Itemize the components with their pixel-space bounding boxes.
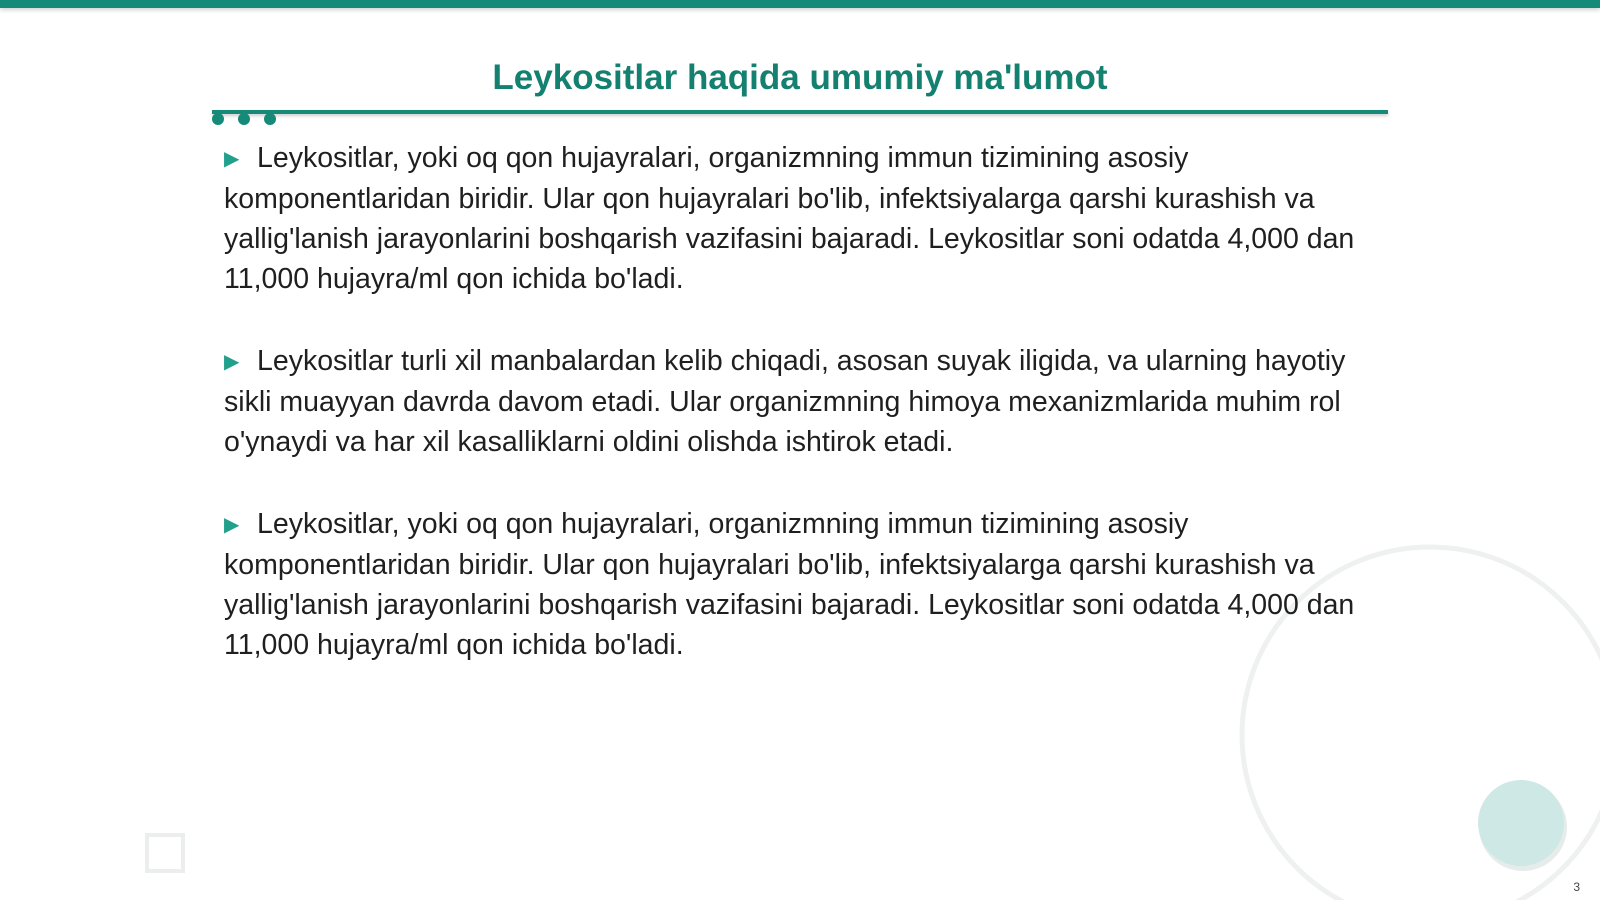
- bullet-paragraph: [224, 138, 1374, 299]
- slide-title: Leykositlar haqida umumiy ma'lumot: [492, 58, 1108, 97]
- paragraph-text: Leykositlar, yoki oq qon hujayralari, organizmning immun tizimining asosiy komponentlaridan biridir. Ular qon hujayralari bo'lib, infektsiyalarga qarshi kurashish va yallig'lanish jarayonlarini boshqarish vazifasini bajaradi. Leykositlar soni odatda 4,000 dan 11,000 hujayra/ml qon ichida bo'ladi.: [224, 508, 1355, 661]
- paragraph-text: Leykositlar turli xil manbalardan kelib chiqadi, asosan suyak iligida, va ularning hayotiy sikli muayyan davrda davom etadi. Ular organizmning himoya mexanizmlarida muhim rol o'ynaydi va har xil kasalliklarni oldini olishda ishtirok etadi.: [224, 345, 1346, 458]
- title-underline: [212, 110, 1388, 114]
- bullet-paragraph: [224, 341, 1374, 462]
- bullet-list: [224, 138, 1374, 707]
- triangle-right-icon: ▶: [224, 514, 240, 536]
- dot-icon: [238, 113, 250, 125]
- paragraph-text: Leykositlar, yoki oq qon hujayralari, organizmning immun tizimining asosiy komponentlaridan biridir. Ular qon hujayralari bo'lib, infektsiyalarga qarshi kurashish va yallig'lanish jarayonlarini boshqarish vazifasini bajaradi. Leykositlar soni odatda 4,000 dan 11,000 hujayra/ml qon ichida bo'ladi.: [224, 142, 1355, 295]
- bullet-paragraph: [224, 504, 1374, 665]
- triangle-right-icon: ▶: [224, 148, 240, 170]
- dot-icon: [212, 113, 224, 125]
- dot-icon: [264, 113, 276, 125]
- small-filled-circle: [1478, 780, 1564, 866]
- top-accent-bar: [0, 0, 1600, 8]
- square-outline-shape: [147, 835, 183, 871]
- page-number: 3: [1573, 880, 1580, 894]
- triangle-right-icon: ▶: [224, 351, 240, 373]
- small-circle-shadow: [1479, 783, 1567, 871]
